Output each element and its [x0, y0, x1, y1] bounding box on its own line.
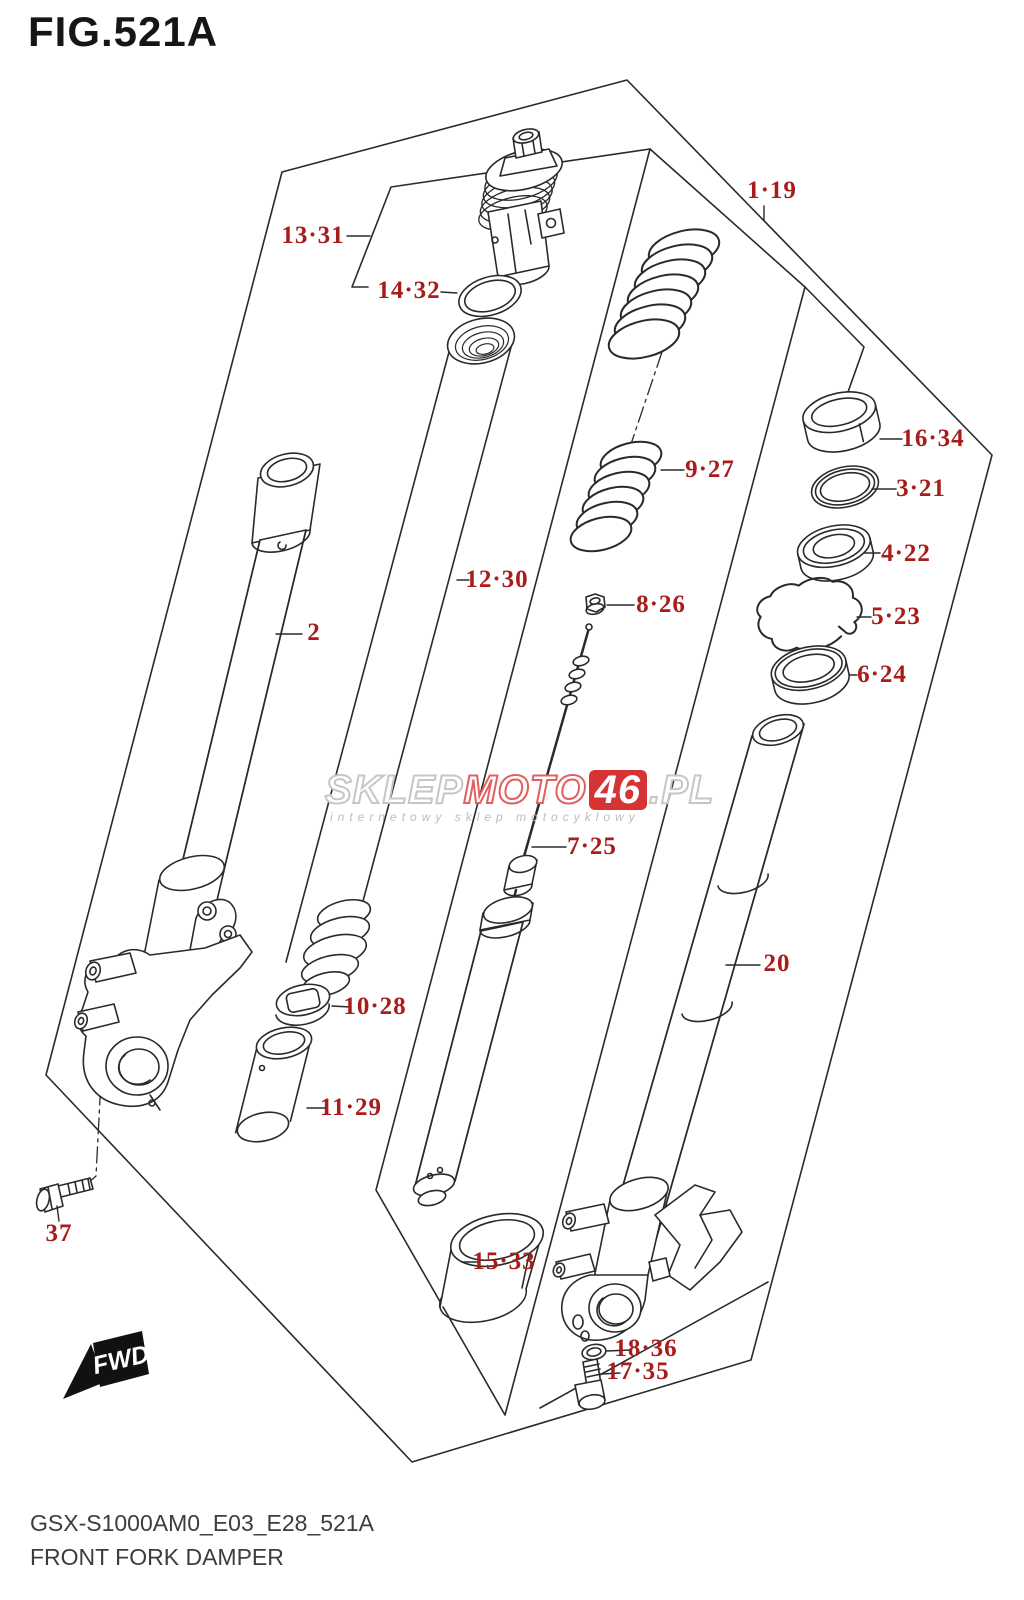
- diagram-name: FRONT FORK DAMPER: [30, 1544, 284, 1570]
- callout-14-32: 14·32: [377, 277, 441, 304]
- callout-6-24: 6·24: [857, 661, 907, 688]
- callout-18-36: 18·36: [614, 1335, 678, 1362]
- callout-13-31: 13·31: [281, 222, 345, 249]
- callout-9-27: 9·27: [685, 456, 735, 483]
- watermark: [325, 770, 714, 810]
- watermark-badge-46: 46: [589, 770, 648, 810]
- slide-bushing-drawing: [799, 385, 884, 458]
- callout-12-30: 12·30: [465, 566, 529, 593]
- fork-cap-drawing: [475, 127, 566, 285]
- washer-ring-drawing: [807, 460, 882, 514]
- callout-7-25: 7·25: [567, 833, 617, 860]
- watermark-subtitle: internetowy sklep motocyklowy: [330, 810, 640, 824]
- callout-10-28: 10·28: [343, 993, 407, 1020]
- stopper-washer-drawing: [273, 980, 332, 1026]
- callout-1-19: 1·19: [747, 177, 797, 204]
- inner-tube-drawing: [286, 311, 519, 1000]
- diagram-code: GSX-S1000AM0_E03_E28_521A: [30, 1510, 374, 1536]
- callout-5-23: 5·23: [871, 603, 921, 630]
- callout-20: 20: [763, 950, 791, 977]
- callout-8-26: 8·26: [636, 591, 686, 618]
- collar-drawing: [235, 1023, 315, 1147]
- fork-spring-upper-drawing: [605, 223, 724, 365]
- callout-16-34: 16·34: [901, 425, 965, 452]
- callout-4-22: 4·22: [881, 540, 931, 567]
- callout-15-33: 15·33: [472, 1248, 536, 1275]
- o-ring-drawing: [454, 268, 526, 323]
- drain-bolt-drawing: [575, 1359, 606, 1411]
- fork-spring-lower-drawing: [567, 436, 665, 557]
- callout-2: 2: [307, 619, 321, 646]
- callout-37: 37: [45, 1220, 73, 1247]
- watermark-word-sklep: SKLEP: [325, 768, 464, 812]
- figure-title: FIG.521A: [28, 8, 219, 55]
- callout-17-35: 17·35: [606, 1358, 670, 1385]
- fwd-arrow-label: FWD: [90, 1339, 152, 1381]
- watermark-word-moto: MOTO: [463, 768, 587, 812]
- callout-11-29: 11·29: [320, 1094, 382, 1121]
- gasket-drawing: [581, 1343, 607, 1362]
- fwd-arrow: [63, 1331, 152, 1399]
- callout-3-21: 3·21: [896, 475, 946, 502]
- watermark-word-pl: .PL: [649, 768, 715, 812]
- axle-pinch-bolt-drawing: [35, 1178, 93, 1212]
